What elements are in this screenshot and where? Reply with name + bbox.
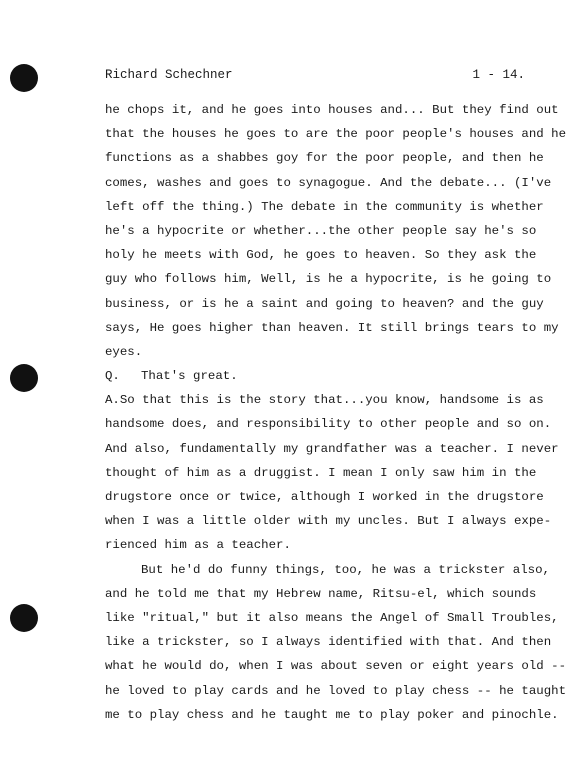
text-line: says, He goes higher than heaven. It still brings tears to my xyxy=(105,320,559,335)
paragraph-first-line: But he'd do funny things, too, he was a trickster also, xyxy=(141,562,550,577)
text-line: thought of him as a druggist. I mean I only saw him in the xyxy=(105,465,537,480)
text-line: he chops it, and he goes into houses and... But they find out xyxy=(105,103,559,117)
punch-hole-bottom xyxy=(10,604,38,632)
text-line: business, or is he a saint and going to heaven? and the guy xyxy=(105,296,544,311)
punch-hole-middle xyxy=(10,364,38,392)
text-line: functions as a shabbes goy for the poor people, and then he xyxy=(105,151,544,166)
text-line: what he would do, when I was about seven or eight years old -- xyxy=(105,659,567,674)
question-line xyxy=(105,364,532,388)
text-line: left off the thing.) The debate in the community is whether xyxy=(105,199,544,214)
text-line: me to play chess and he taught me to play poker and pinochle. xyxy=(105,707,559,722)
text-line: rienced him as a teacher. xyxy=(105,538,291,553)
answer-text: So that this is the story that...you know, handsome is as xyxy=(119,393,544,408)
text-line: he's a hypocrite or whether...the other people say he's so xyxy=(105,223,537,238)
answer-line xyxy=(105,388,544,412)
text-line: guy who follows him, Well, is he a hypocrite, is he going to xyxy=(105,272,552,287)
text-line: and he told me that my Hebrew name, Ritsu-el, which sounds xyxy=(105,586,537,601)
text-line: And also, fundamentally my grandfather was a teacher. I never xyxy=(105,441,559,456)
header-author: Richard Schechner xyxy=(105,68,233,82)
header-page-number: 1 - 14. xyxy=(472,68,525,82)
text-line: like "ritual," but it also means the Angel of Small Troubles, xyxy=(105,610,559,625)
text-line: he loved to play cards and he loved to play chess -- he taught xyxy=(105,683,567,698)
text-line: comes, washes and goes to synagogue. And the debate... (I've xyxy=(105,175,552,190)
answer-marker: A. xyxy=(105,393,120,408)
page-header xyxy=(105,68,525,84)
transcript-body xyxy=(105,98,567,727)
text-line: drugstore once or twice, although I worked in the drugstore xyxy=(105,490,544,504)
question-marker: Q. xyxy=(105,369,120,384)
text-line: holy he meets with God, he goes to heaven. So they ask the xyxy=(105,248,537,263)
text-line: eyes. xyxy=(105,344,143,359)
punch-hole-top xyxy=(10,64,38,92)
text-line: like a trickster, so I always identified with that. And then xyxy=(105,635,552,650)
question-text: That's great. xyxy=(141,369,238,384)
text-line: that the houses he goes to are the poor people's houses and he xyxy=(105,127,567,142)
text-line: when I was a little older with my uncles. But I always expe- xyxy=(105,514,552,529)
text-line: handsome does, and responsibility to other people and so on. xyxy=(105,417,552,432)
